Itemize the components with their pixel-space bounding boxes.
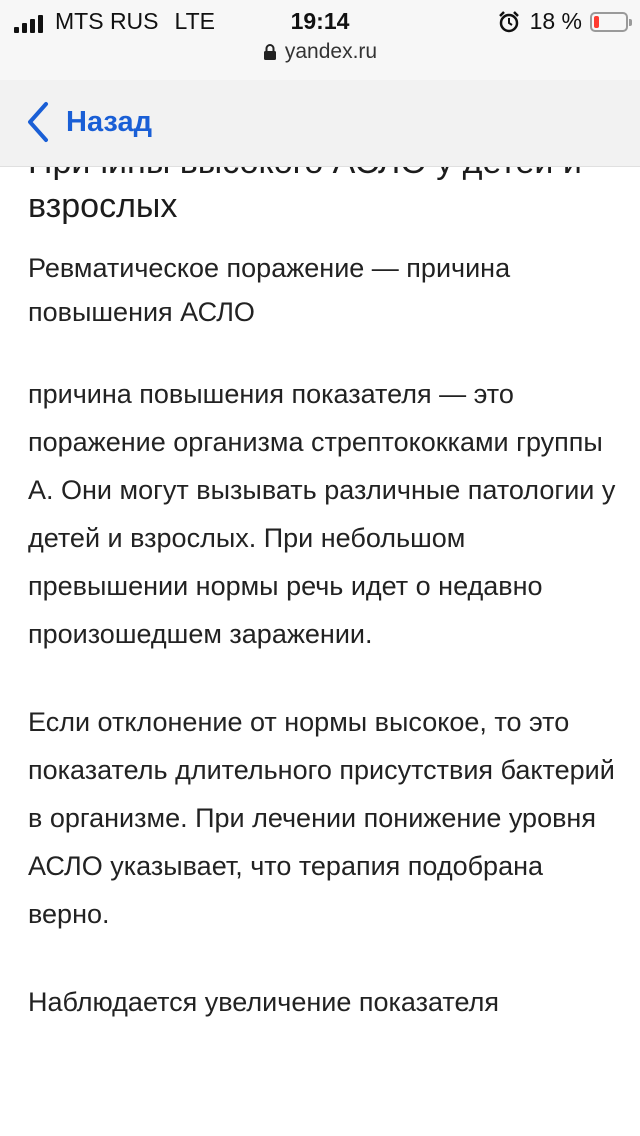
battery-fill [594,16,599,28]
lock-icon [263,43,277,61]
back-button[interactable] [26,100,152,144]
alarm-clock-icon [498,11,520,33]
status-right [498,8,628,35]
url-domain: yandex.ru [284,40,378,63]
back-label: Назад [66,105,152,138]
status-time: 19:14 [290,8,350,34]
battery-percent: 18 % [529,8,582,34]
carrier-name: MTS RUS [55,8,159,34]
chevron-left-icon [26,100,50,144]
article-subheading: Ревматическое поражение — причина повышения АСЛО [28,253,511,327]
article-paragraph: Если отклонение от нормы высокое, то это показатель длительного присутствия бактерий в организме. При лечении понижение уровня АСЛО указывает, что терапия подобрана верно. [28,707,615,929]
navigation-bar [0,80,640,167]
article-paragraph: причина повышения показателя — это поражение организма стрептококками группы А. Они могут вызывать различные патологии у детей и взрослых. При небольшом превышении нормы речь идет о недавно произошедшем заражении. [28,379,616,649]
article-content [28,140,618,1066]
status-bar [0,0,640,80]
battery-icon [590,12,628,32]
url-bar[interactable] [0,40,640,64]
article-paragraph: Наблюдается увеличение показателя [28,987,499,1017]
network-type: LTE [174,8,215,34]
article-title: взрослых [28,187,178,225]
